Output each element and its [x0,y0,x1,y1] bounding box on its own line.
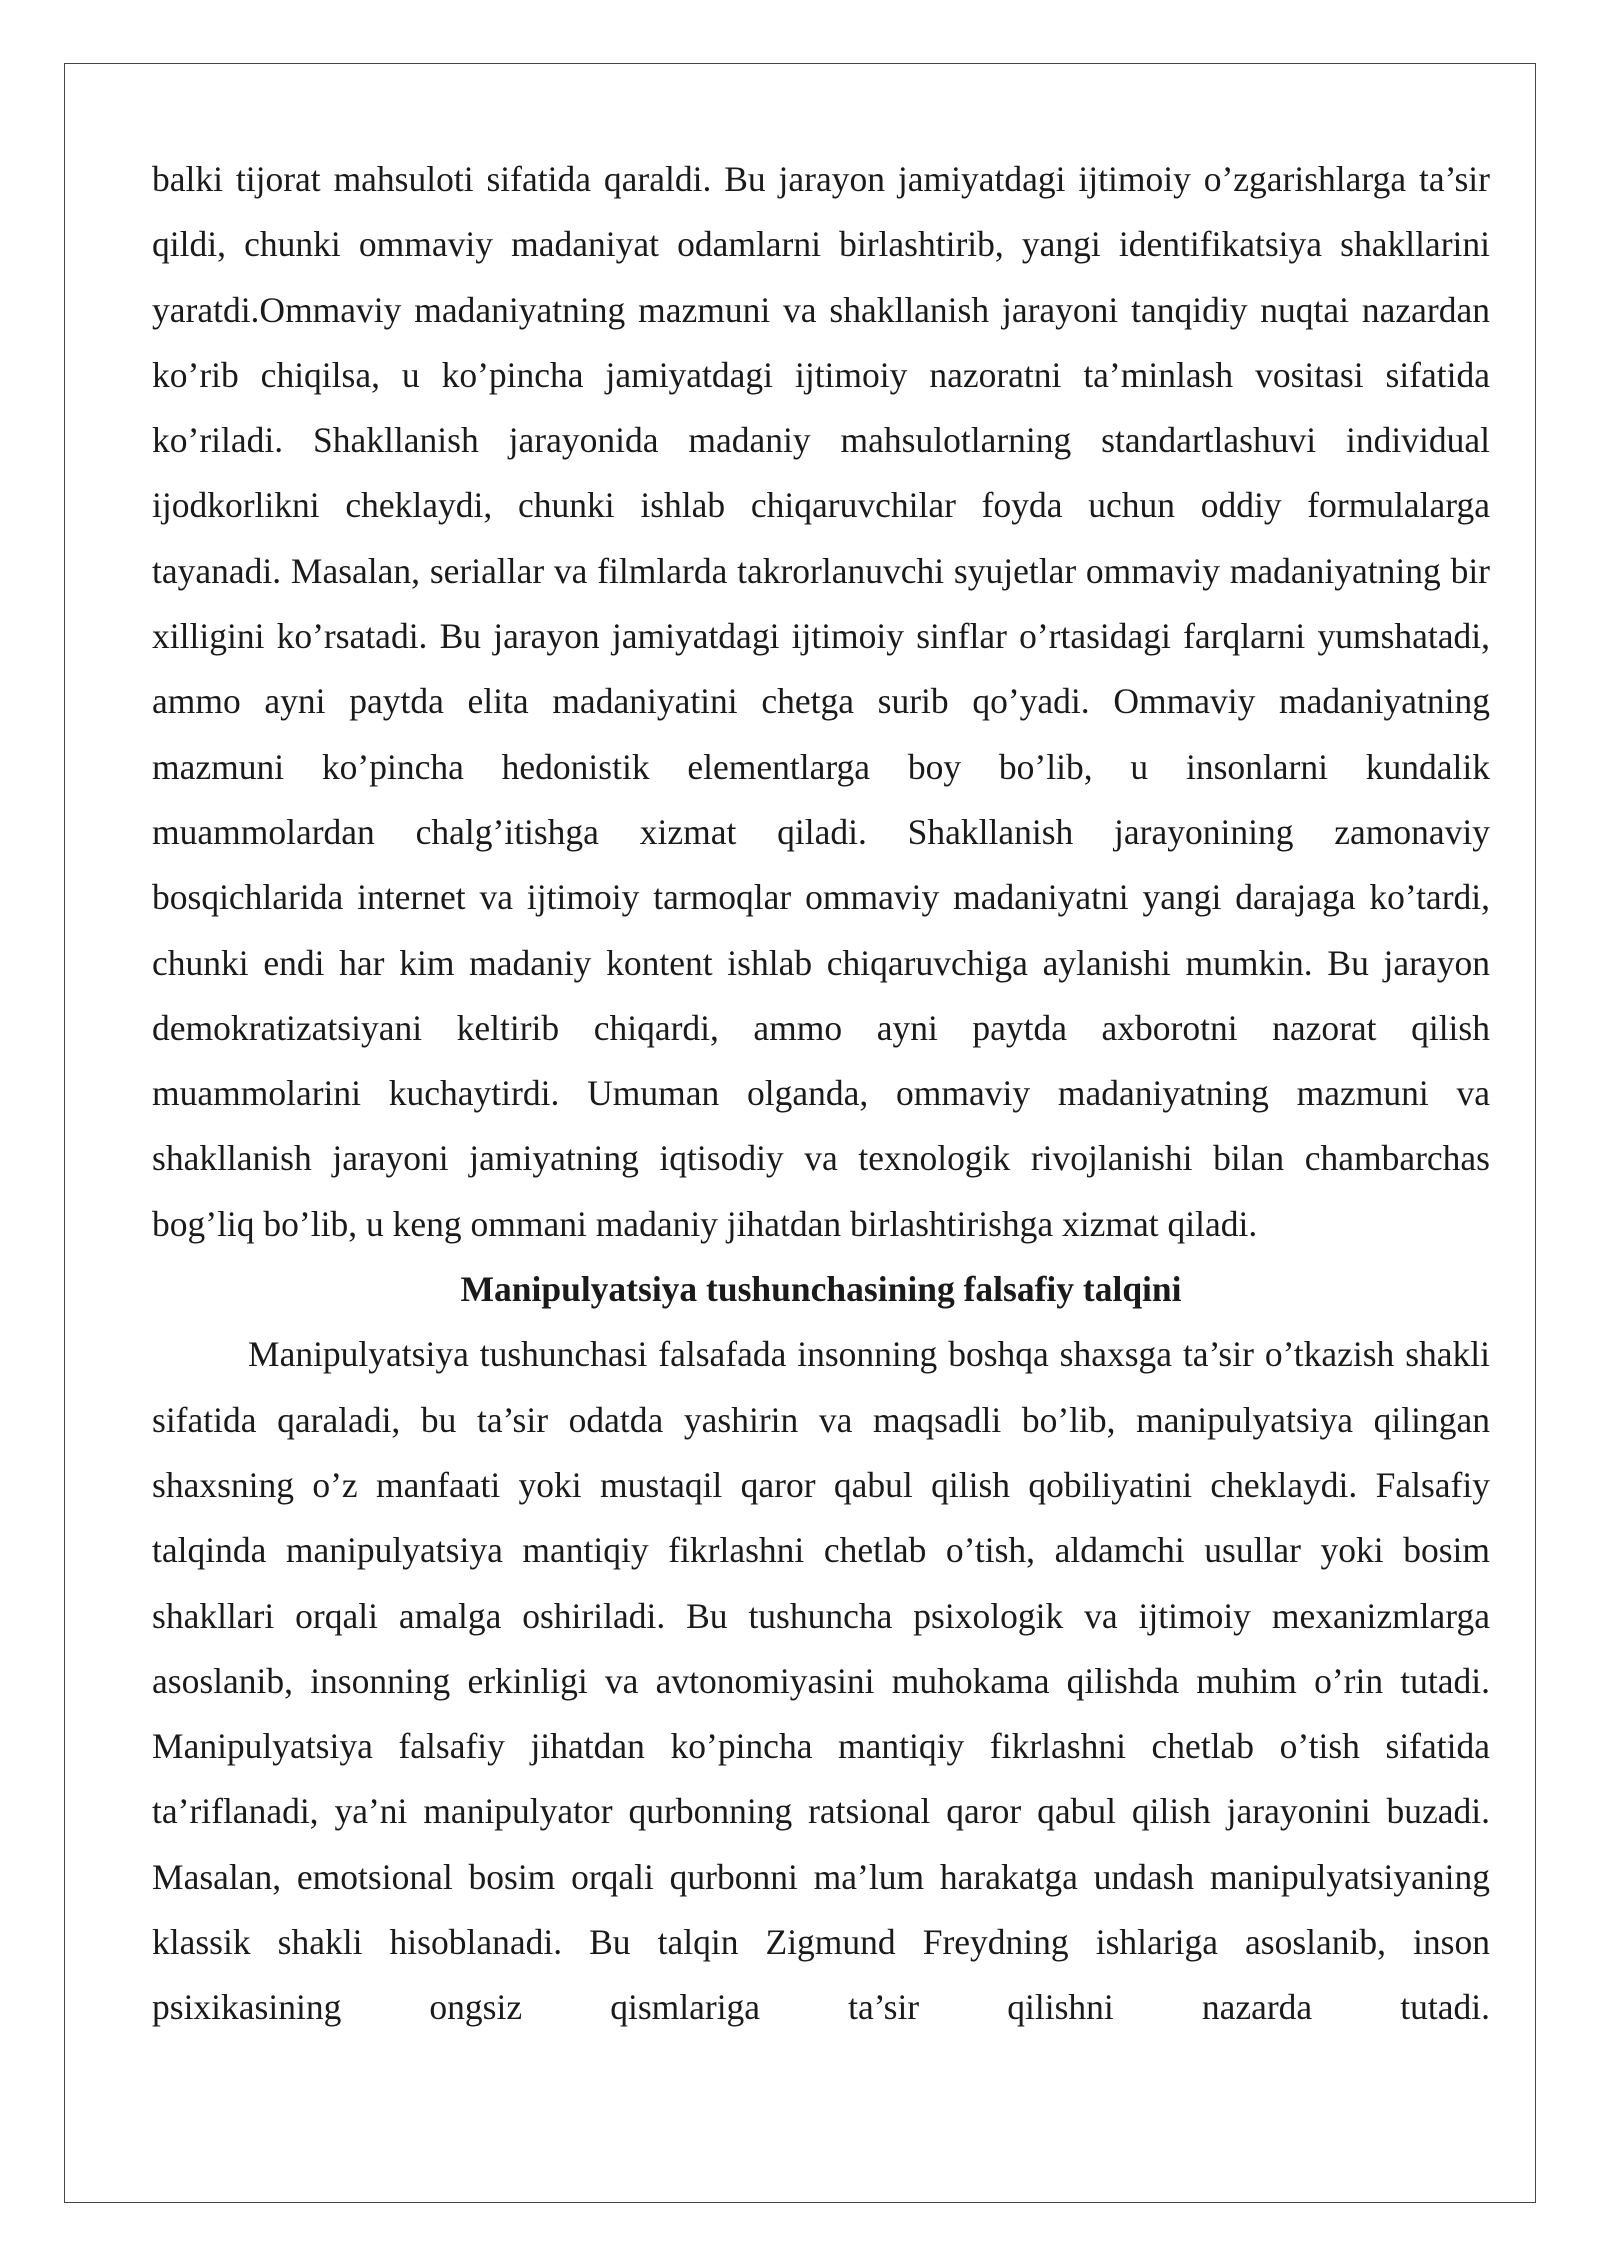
paragraph-text: Manipulyatsiya tushunchasi falsafada insonning boshqa shaxsga ta’sir o’tkazish shakli sifatida qaraladi, bu ta’sir odatda yashirin va maqsadli bo’lib, manipulyatsiya qilingan shaxsning o’z manfaati yoki mustaqil qaror qabul qilish qobiliyatini cheklaydi. Falsafiy talqinda manipulyatsiya mantiqiy fikrlashni chetlab o’tish, aldamchi usullar yoki bosim shakllari orqali amalga oshiriladi. Bu tushuncha psixologik va ijtimoiy mexanizmlarga asoslanib, insonning erkinligi va avtonomiyasini muhokama qilishda muhim o’rin tutadi. Manipulyatsiya falsafiy jihatdan ko’pincha mantiqiy fikrlashni chetlab o’tish sifatida ta’riflanadi, ya’ni manipulyator qurbonning ratsional qaror qabul qilish jarayonini buzadi. Masalan, emotsional bosim orqali qurbonni ma’lum harakatga undash manipulyatsiyaning klassik shakli hisoblanadi. Bu talqin Zigmund Freydning ishlariga asoslanib, inson psixikasining ongsiz qismlariga ta’sir qilishni nazarda tutadi. [152,1334,1490,2028]
paragraph-text: balki tijorat mahsuloti sifatida qaraldi. Bu jarayon jamiyatdagi ijtimoiy o’zgarishlarga ta’sir qildi, chunki ommaviy madaniyat odamlarni birlashtirib, yangi identifikatsiya shakllarini yaratdi.Ommaviy madaniyatning mazmuni va shakllanish jarayoni tanqidiy nuqtai nazardan ko’rib chiqilsa, u ko’pincha jamiyatdagi ijtimoiy nazoratni ta’minlash vositasi sifatida ko’riladi. Shakllanish jarayonida madaniy mahsulotlarning standartlashuvi individual ijodkorlikni cheklaydi, chunki ishlab chiqaruvchilar foyda uchun oddiy formulalarga tayanadi. Masalan, seriallar va filmlarda takrorlanuvchi syujetlar ommaviy madaniyatning bir xilligini ko’rsatadi. Bu jarayon jamiyatdagi ijtimoiy sinflar o’rtasidagi farqlarni yumshatadi, ammo ayni paytda elita madaniyatini chetga surib qo’yadi. Ommaviy madaniyatning mazmuni ko’pincha hedonistik elementlarga boy bo’lib, u insonlarni kundalik muammolardan chalg’itishga xizmat qiladi. Shakllanish jarayonining zamonaviy bosqichlarida internet va ijtimoiy tarmoqlar ommaviy madaniyatni yangi darajaga ko’tardi, chunki endi har kim madaniy kontent ishlab chiqaruvchiga aylanishi mumkin. Bu jarayon demokratizatsiyani keltirib chiqardi, ammo ayni paytda axborotni nazorat qilish muammolarini kuchaytirdi. Umuman olganda, ommaviy madaniyatning mazmuni va shakllanish jarayoni jamiyatning iqtisodiy va texnologik rivojlanishi bilan chambarchas bog’liq bo’lib, u keng ommani madaniy jihatdan birlashtirishga xizmat qiladi. [152,159,1490,1244]
document-body [152,147,1490,2041]
section-heading: Manipulyatsiya tushunchasining falsafiy talqini [460,1269,1182,1310]
